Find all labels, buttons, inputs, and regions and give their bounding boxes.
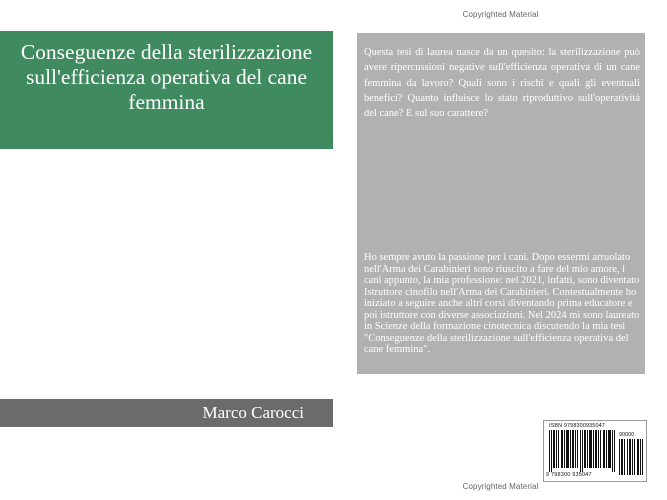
price-code: 90000 bbox=[619, 432, 635, 438]
ean-barcode-bars bbox=[549, 430, 617, 472]
isbn-label: ISBN 9798300935047 bbox=[549, 423, 605, 429]
copyright-watermark-top: Copyrighted Material bbox=[462, 10, 539, 19]
author-name: Marco Carocci bbox=[202, 403, 304, 422]
ean-digits: 9 798300 935047 bbox=[546, 472, 592, 478]
front-cover-author-bar bbox=[0, 399, 333, 427]
front-cover-title-panel bbox=[0, 31, 333, 149]
blurb-paragraph-1: Questa tesi di laurea nasce da un quesito: la sterilizzazione può avere ripercussioni negative sull'efficienza operativa di un cane femmina da lavoro? Quali sono i rischi e quali gli eventuali benefici? Quanto influisce lo stato riproduttivo sull'operatività del cane? E sul suo carattere? bbox=[364, 47, 640, 120]
back-cover-panel bbox=[357, 33, 645, 374]
copyright-watermark-bottom: Copyrighted Material bbox=[462, 482, 539, 491]
price-addon-bars bbox=[619, 439, 643, 475]
isbn-barcode bbox=[543, 420, 647, 482]
blurb-paragraph-2: Ho sempre avuto la passione per i cani. Dopo essermi arruolato nell'Arma dei Carabinieri sono riuscito a fare del mio amore, i cani appunto, la mia professione: nel 2021, infatti, sono diventato Istruttore cinofilo nell'Arma dei Carabinieri. Contestualmente ho iniziato a seguire anche altri corsi diventando prima educatore e poi istruttore con diverse associazioni. Nel 2024 mi sono laureato in Scienze della formazione cinotecnica discutendo la mia tesi "Conseguenze della sterilizzazione sull'efficienza operativa del cane femmina". bbox=[364, 252, 640, 355]
book-title: Conseguenze della sterilizzazione sull'efficienza operativa del cane femmina bbox=[20, 40, 313, 114]
